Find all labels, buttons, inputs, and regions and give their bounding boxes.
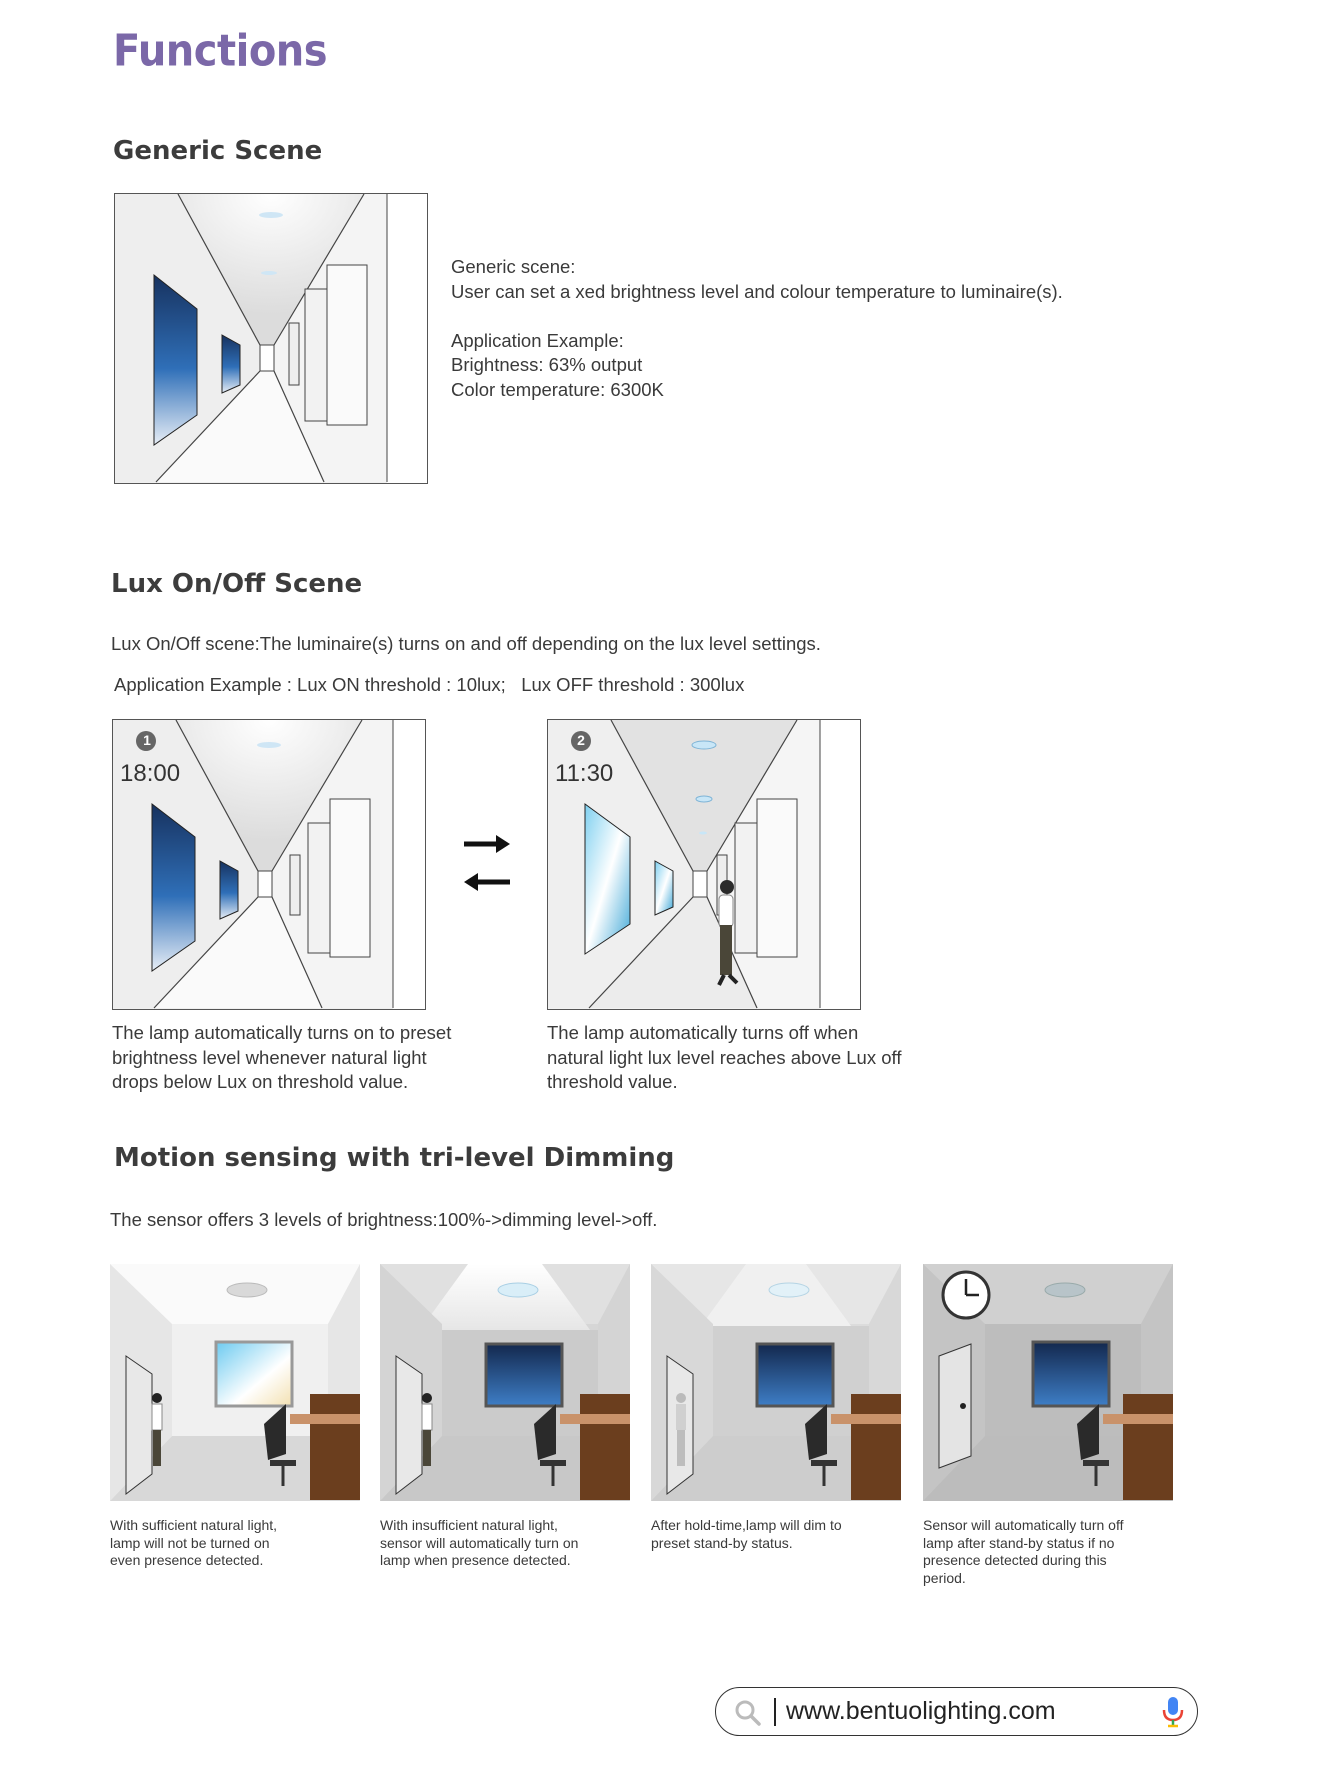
caption-line: lamp will not be turned on — [110, 1534, 270, 1551]
generic-line-blank — [451, 304, 1211, 329]
generic-scene-title: Generic Scene — [113, 136, 323, 166]
microphone-icon[interactable] — [1162, 1696, 1184, 1733]
caption-line: threshold value. — [547, 1071, 678, 1092]
generic-line: Generic scene: — [451, 256, 576, 277]
caption-line: The lamp automatically turns on to preset — [112, 1022, 452, 1043]
caption-line: lamp after stand-by status if no — [923, 1534, 1115, 1551]
caption-line: brightness level whenever natural light — [112, 1046, 427, 1068]
clock-icon — [943, 1272, 989, 1318]
text-cursor — [774, 1698, 776, 1726]
caption-line: period. — [923, 1569, 966, 1586]
generic-line: Color temperature: 6300K — [451, 378, 664, 400]
search-url[interactable]: www.bentuolighting.com — [786, 1697, 1056, 1725]
motion-panel-3-illustration — [651, 1264, 901, 1501]
lux-panel-1-time: 18:00 — [120, 760, 181, 787]
caption-line: natural light lux level reaches above Lux off — [547, 1046, 902, 1068]
motion-panel-4-caption — [923, 1517, 1173, 1587]
lux-panel-1-badge: 1 — [143, 732, 151, 748]
motion-panel-2-caption — [380, 1517, 630, 1570]
motion-description: The sensor offers 3 levels of brightness:100%->dimming level->off. — [110, 1209, 658, 1230]
caption-line: With insufficient natural light, — [380, 1517, 558, 1533]
caption-line: drops below Lux on threshold value. — [112, 1071, 409, 1092]
lux-scene-title: Lux On/Off Scene — [111, 569, 363, 599]
generic-line: User can set a xed brightness level and colour temperature to luminaire(s). — [451, 280, 1063, 302]
motion-panel-1-illustration — [110, 1264, 360, 1501]
caption-line: lamp when presence detected. — [380, 1552, 571, 1568]
lux-panel-2-caption — [547, 1021, 967, 1095]
lux-example: Application Example : Lux ON threshold : 10lux; Lux OFF threshold : 300lux — [114, 674, 745, 695]
lux-panel-2-badge: 2 — [577, 732, 585, 748]
motion-title: Motion sensing with tri-level Dimming — [114, 1143, 675, 1173]
caption-line: preset stand-by status. — [651, 1534, 793, 1551]
search-bar[interactable] — [715, 1687, 1198, 1736]
generic-line: Application Example: — [451, 329, 624, 351]
generic-corridor-illustration — [114, 193, 428, 484]
lux-panel-1-caption — [112, 1021, 512, 1095]
caption-line: With sufficient natural light, — [110, 1517, 278, 1533]
motion-panel-3-caption — [651, 1517, 901, 1552]
caption-line: Sensor will automatically turn off — [923, 1517, 1124, 1533]
search-icon[interactable] — [734, 1699, 762, 1732]
generic-description — [451, 255, 1211, 402]
caption-line: After hold-time,lamp will dim to — [651, 1517, 842, 1533]
lux-description: Lux On/Off scene:The luminaire(s) turns on and off depending on the lux level settings. — [111, 633, 821, 654]
page-title: Functions — [113, 25, 328, 77]
caption-line: presence detected during this — [923, 1552, 1107, 1568]
caption-line: sensor will automatically turn on — [380, 1534, 579, 1551]
motion-panel-2-illustration — [380, 1264, 630, 1501]
motion-panel-1-caption — [110, 1517, 360, 1570]
caption-line: The lamp automatically turns off when — [547, 1022, 859, 1043]
caption-line: even presence detected. — [110, 1552, 264, 1568]
swap-arrows-icon — [462, 832, 512, 894]
lux-panel-2-time: 11:30 — [555, 760, 614, 787]
generic-line: Brightness: 63% output — [451, 354, 643, 375]
motion-panel-4-illustration — [923, 1264, 1173, 1501]
